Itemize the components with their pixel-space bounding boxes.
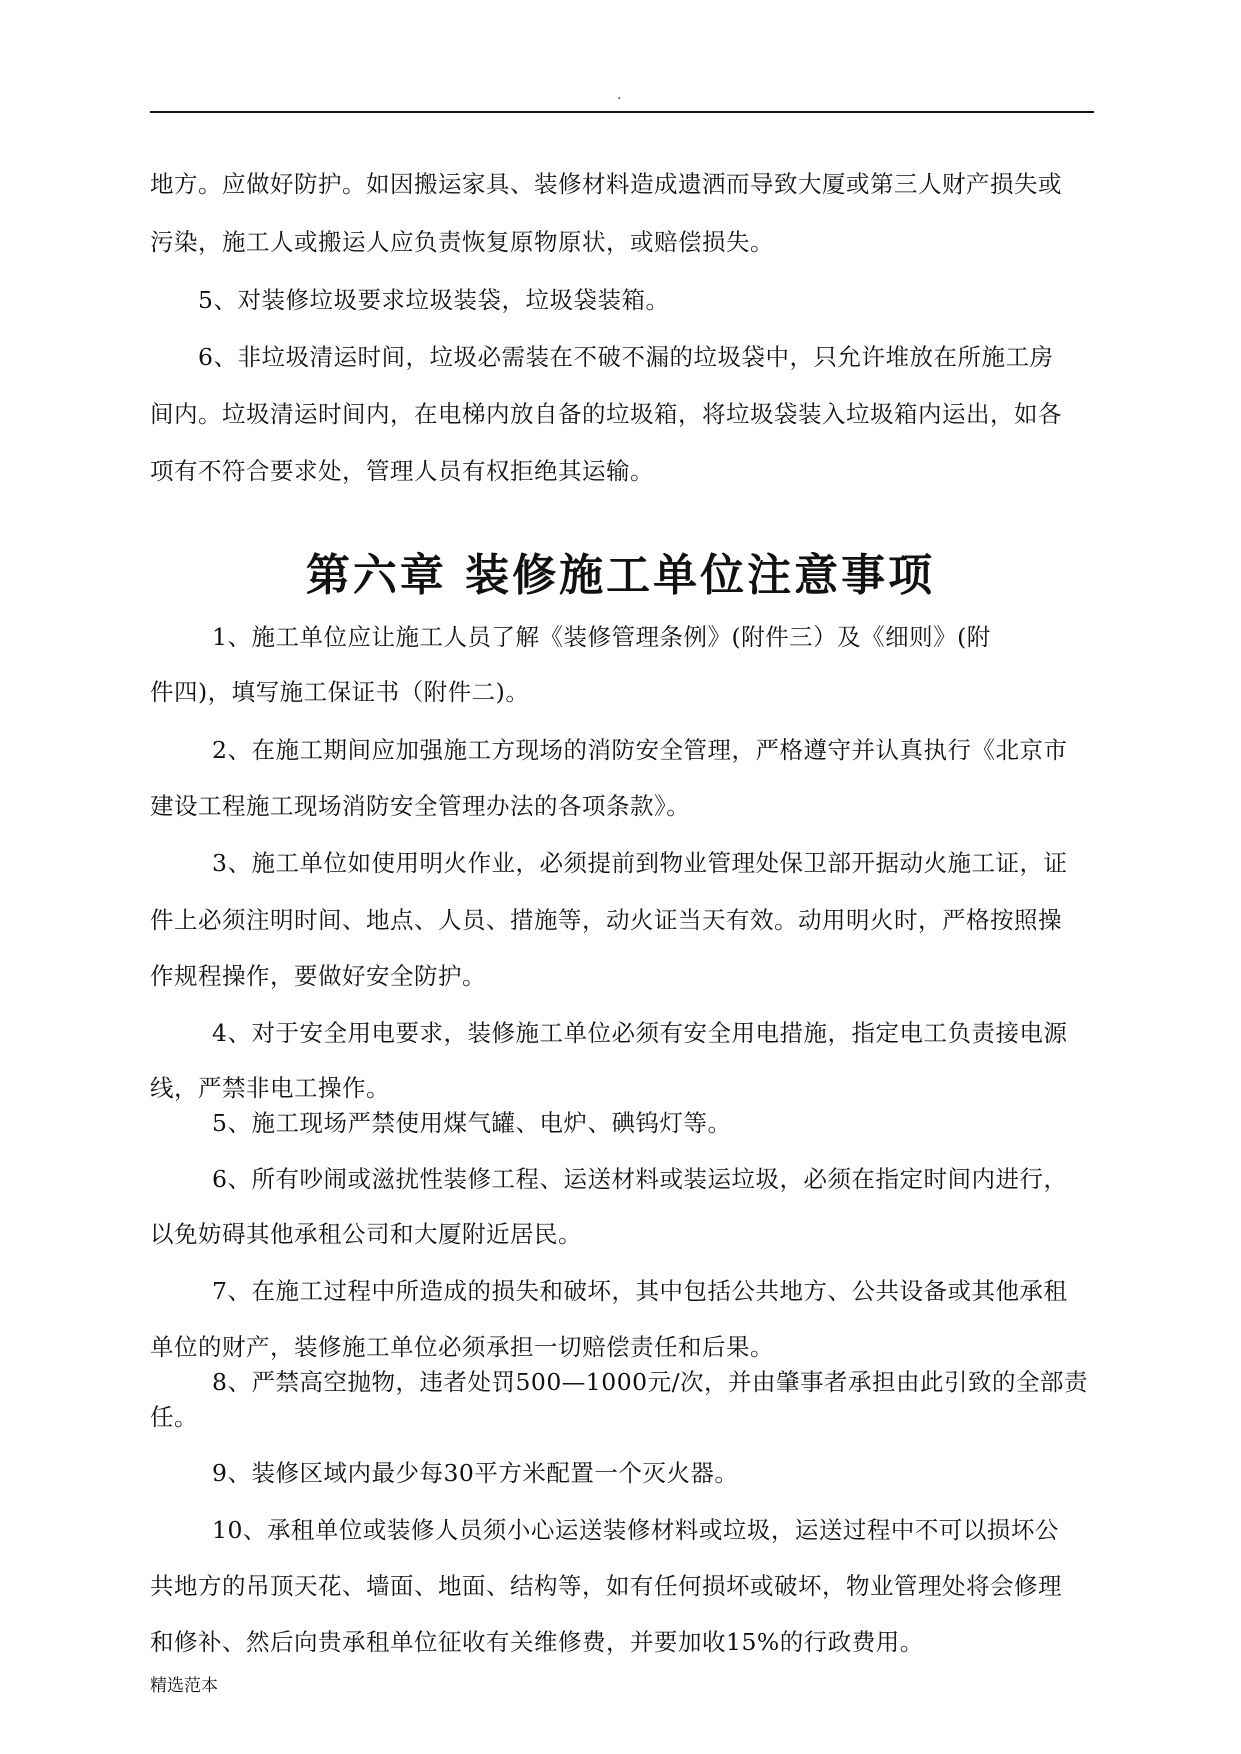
body-line: 污染，施工人或搬运人应负责恢复原物原状，或赔偿损失。 — [150, 228, 774, 256]
chapter-line: 件四)，填写施工保证书（附件二)。 — [150, 678, 530, 706]
chapter-line: 3、施工单位如使用明火作业，必须提前到物业管理处保卫部开据动火施工证，证 — [212, 849, 1068, 877]
chapter-line: 和修补、然后向贵承租单位征收有关维修费，并要加收15%的行政费用。 — [150, 1628, 924, 1656]
chapter-line: 4、对于安全用电要求，装修施工单位必须有安全用电措施，指定电工负责接电源 — [212, 1019, 1068, 1047]
footer-text: 精选范本 — [150, 1676, 218, 1696]
body-line: 间内。垃圾清运时间内，在电梯内放自备的垃圾箱，将垃圾袋装入垃圾箱内运出，如各 — [150, 400, 1062, 428]
chapter-line: 10、承租单位或装修人员须小心运送装修材料或垃圾，运送过程中不可以损坏公 — [212, 1516, 1059, 1544]
chapter-line: 2、在施工期间应加强施工方现场的消防安全管理，严格遵守并认真执行《北京市 — [212, 736, 1068, 764]
chapter-line: 任。 — [150, 1403, 198, 1431]
chapter-title: 第六章 装修施工单位注意事项 — [305, 550, 936, 601]
body-line: 6、非垃圾清运时间，垃圾必需装在不破不漏的垃圾袋中，只允许堆放在所施工房 — [198, 343, 1054, 371]
chapter-line: 线，严禁非电工操作。 — [150, 1074, 390, 1102]
chapter-line: 件上必须注明时间、地点、人员、措施等，动火证当天有效。动用明火时，严格按照操 — [150, 906, 1062, 934]
chapter-line: 单位的财产，装修施工单位必须承担一切赔偿责任和后果。 — [150, 1333, 774, 1361]
body-line: 地方。应做好防护。如因搬运家具、装修材料造成遗洒而导致大厦或第三人财产损失或 — [150, 170, 1062, 198]
chapter-line: 共地方的吊顶天花、墙面、地面、结构等，如有任何损坏或破坏，物业管理处将会修理 — [150, 1572, 1062, 1600]
chapter-line: 6、所有吵闹或滋扰性装修工程、运送材料或装运垃圾，必须在指定时间内进行， — [212, 1165, 1068, 1193]
body-line: 5、对装修垃圾要求垃圾装袋，垃圾袋装箱。 — [198, 286, 670, 314]
chapter-line: 8、严禁高空抛物，违者处罚500—1000元/次，并由肇事者承担由此引致的全部责 — [212, 1368, 1089, 1396]
chapter-line: 建设工程施工现场消防安全管理办法的各项条款》。 — [150, 792, 691, 820]
chapter-line: 7、在施工过程中所造成的损失和破坏，其中包括公共地方、公共设备或其他承租 — [212, 1277, 1068, 1305]
chapter-line: 9、装修区域内最少每30平方米配置一个灭火器。 — [212, 1459, 739, 1487]
header-rule — [150, 111, 1094, 113]
chapter-line: 5、施工现场严禁使用煤气罐、电炉、碘钨灯等。 — [212, 1109, 732, 1137]
body-line: 项有不符合要求处，管理人员有权拒绝其运输。 — [150, 457, 654, 485]
chapter-line: 作规程操作，要做好安全防护。 — [150, 962, 486, 990]
chapter-line: 以免妨碍其他承租公司和大厦附近居民。 — [150, 1220, 582, 1248]
header-mark: . — [617, 87, 622, 103]
chapter-line: 1、施工单位应让施工人员了解《装修管理条例》(附件三）及《细则》(附 — [212, 623, 991, 651]
